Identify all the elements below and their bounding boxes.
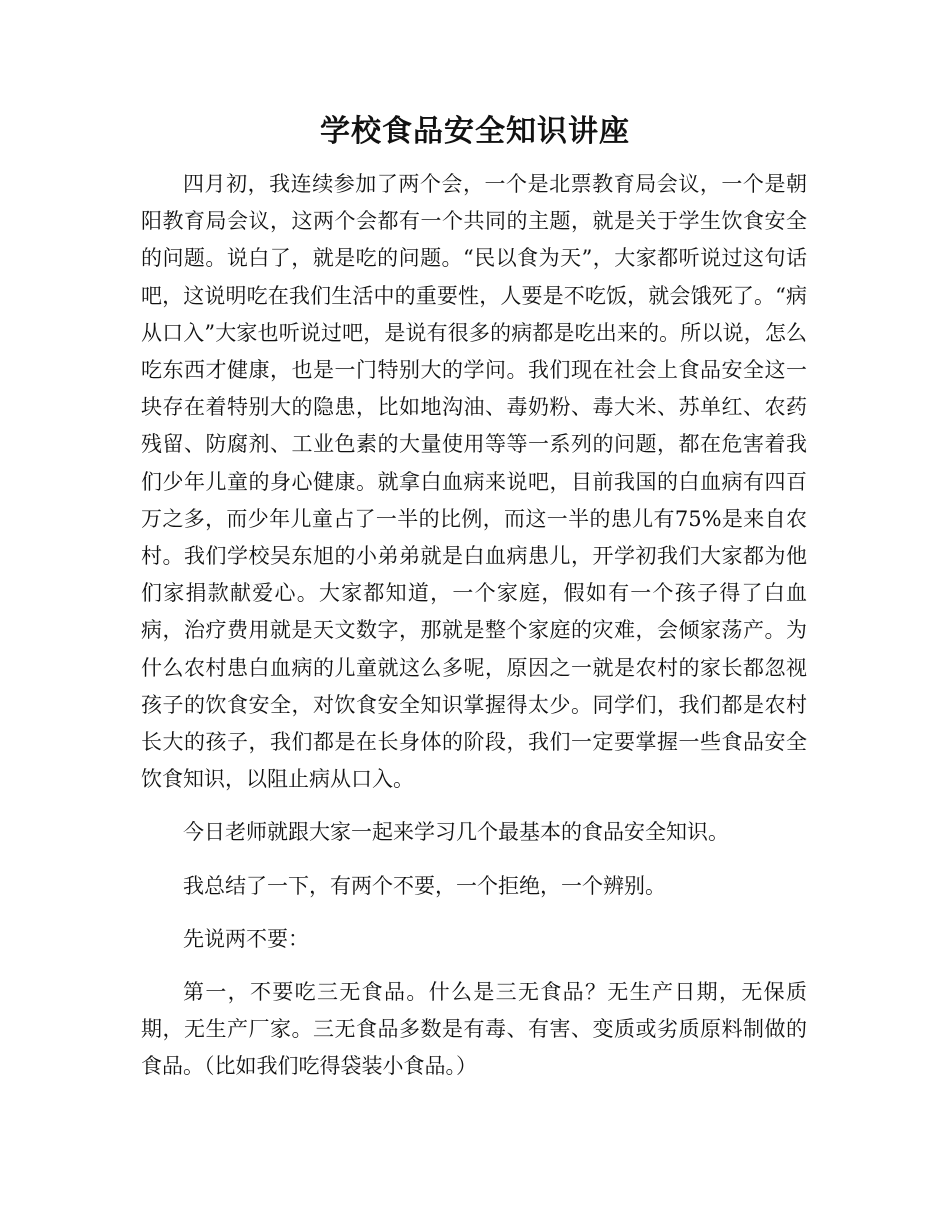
document-title: 学校食品安全知识讲座 <box>320 114 630 149</box>
paragraph-summary: 我总结了一下，有两个不要，一个拒绝，一个辨别。 <box>183 873 666 898</box>
document-body <box>141 166 807 1086</box>
paragraph-first-rule: 第一，不要吃三无食品。什么是三无食品？无生产日期，无保质期，无生产厂家。三无食品多数是有毒、有害、变质或劣质原料制做的食品。（比如我们吃得袋装小食品。） <box>141 980 807 1079</box>
paragraph-two-donts: 先说两不要： <box>183 926 309 951</box>
paragraph-intro: 四月初，我连续参加了两个会，一个是北票教育局会议，一个是朝阳教育局会议，这两个会都有一个共同的主题，就是关于学生饮食安全的问题。说白了，就是吃的问题。“民以食为天”，大家都听说过这句话吧，这说明吃在我们生活中的重要性，人要是不吃饭，就会饿死了。“病从口入”大家也听说过吧，是说有很多的病都是吃出来的。所以说，怎么吃东西才健康，也是一门特别大的学问。我们现在社会上食品安全这一块存在着特别大的隐患，比如地沟油、毒奶粉、毒大米、苏单红、农药残留、防腐剂、工业色素的大量使用等等一系列的问题，都在危害着我们少年儿童的身心健康。就拿白血病来说吧，目前我国的白血病有四百万之多，而少年儿童占了一半的比例，而这一半的患儿有75%是来自农村。我们学校吴东旭的小弟弟就是白血病患儿，开学初我们大家都为他们家捐款献爱心。大家都知道，一个家庭，假如有一个孩子得了白血病，治疗费用就是天文数字，那就是整个家庭的灾难，会倾家荡产。为什么农村患白血病的儿童就这么多呢，原因之一就是农村的家长都忽视孩子的饮食安全，对饮食安全知识掌握得太少。同学们，我们都是农村长大的孩子，我们都是在长身体的阶段，我们一定要掌握一些食品安全饮食知识，以阻止病从口入。 <box>141 172 807 792</box>
paragraph-today: 今日老师就跟大家一起来学习几个最基本的食品安全知识。 <box>183 820 729 845</box>
